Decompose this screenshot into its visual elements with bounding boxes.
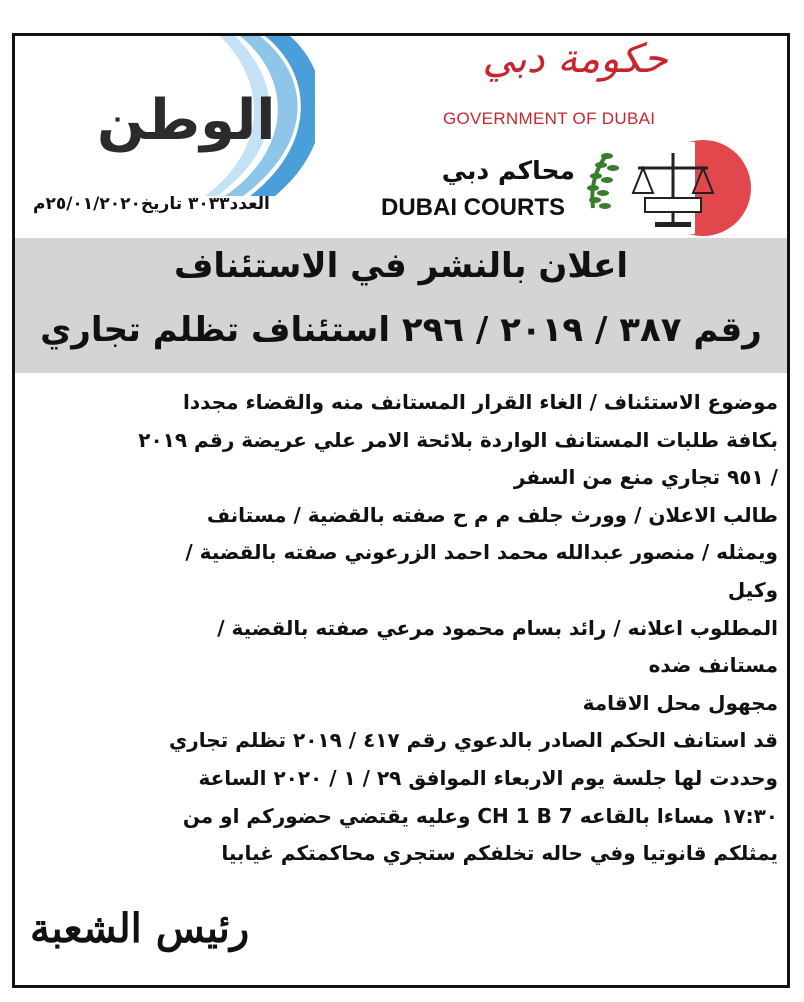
body-line: طالب الاعلان / وورث جلف م م ح صفته بالقضية / مستانف: [206, 502, 778, 527]
notice-banner: [15, 238, 787, 373]
header: [15, 36, 787, 236]
courts-name-en: DUBAI COURTS: [381, 194, 565, 221]
dubai-courts-emblem-icon: [583, 138, 778, 238]
notice-body: [26, 384, 778, 873]
body-line: وكيل: [727, 577, 778, 602]
courts-name-ar: محاكم دبي: [441, 156, 575, 185]
body-line: قد استانف الحكم الصادر بالدعوي رقم ٤١٧ / ٢٠١٩ تظلم تجاري: [168, 728, 778, 753]
body-line: بكافة طلبات المستانف الواردة بلائحة الامر علي عريضة رقم ٢٠١٩: [138, 427, 778, 452]
body-line: يمثلكم قانوتيا وفي حاله تخلفكم ستجري محاكمتكم غيابيا: [221, 841, 778, 866]
issue-date: العدد٣٠٣٣ تاريخ٢٥/٠١/٢٠٢٠م: [33, 194, 270, 214]
case-number: رقم ٣٨٧ / ٢٠١٩ / ٢٩٦ استئناف تظلم تجاري: [40, 310, 762, 350]
newspaper-name: الوطن: [97, 88, 276, 153]
body-line: مستانف ضده: [648, 653, 778, 678]
body-line: المطلوب اعلانه / رائد بسام محمود مرعي صفته بالقضية /: [217, 615, 778, 640]
body-line: وحددت لها جلسة يوم الاربعاء الموافق ٢٩ / ١ / ٢٠٢٠ الساعة: [198, 765, 778, 790]
body-line: ١٧:٣٠ مساءا بالقاعه CH 1 B 7 وعليه يقتضي حضوركم او من: [182, 803, 778, 828]
notice-title: اعلان بالنشر في الاستئناف: [173, 246, 629, 286]
body-line: مجهول محل الاقامة: [582, 690, 778, 715]
body-line: موضوع الاستئناف / الغاء القرار المستانف منه والقضاء مجددا: [183, 390, 778, 414]
body-line: ويمثله / منصور عبدالله محمد احمد الزرعوني صفته بالقضية /: [185, 540, 778, 565]
government-name-en: GOVERNMENT OF DUBAI: [443, 109, 656, 128]
government-name-ar: حكومة دبي: [482, 36, 668, 82]
body-line: / ٩٥١ تجاري منع من السفر: [513, 465, 778, 490]
newspaper-masthead: [15, 36, 315, 236]
signature: رئيس الشعبة: [30, 905, 250, 952]
